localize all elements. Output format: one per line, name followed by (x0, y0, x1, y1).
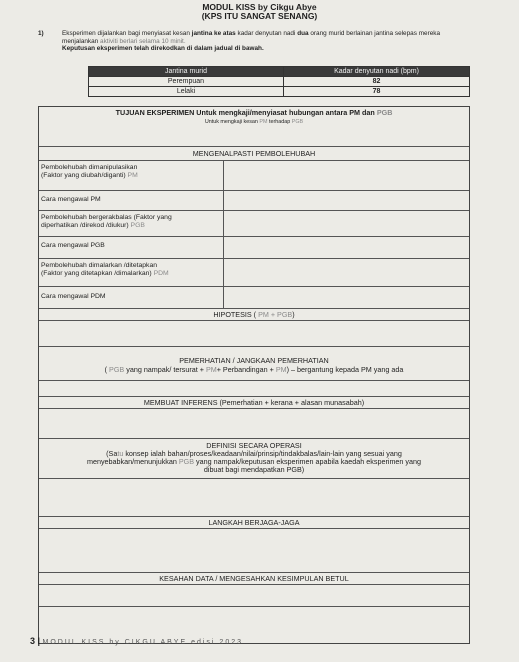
question-text (38, 30, 462, 53)
purpose-subtitle: Untuk mengkaji kesan PM terhadap PGB (204, 119, 304, 125)
table-cell-pulse: 82 (284, 77, 470, 87)
row-control-pm (39, 191, 469, 211)
table-header-pulse: Kadar denyutan nadi (bpm) (284, 67, 470, 77)
manipulated-variable-label: Pembolehubah dimanipulasikan (Faktor yang diubah/diganti) PM (39, 161, 224, 190)
validity-heading: KESAHAN DATA / MENGESAHKAN KESIMPULAN BETUL (159, 574, 349, 583)
question-part-6: aktiviti berlari selama 10 minit. (100, 37, 186, 45)
question-instruction: Keputusan eksperimen telah direkodkan di dalam jadual di bawah. (62, 45, 264, 53)
precautions-answer-space (39, 529, 469, 573)
fixed-variable-label: Pembolehubah dimalarkan /ditetapkan (Faktor yang ditetapkan /dimalarkan) PDM (39, 259, 224, 286)
operational-definition-answer-space (39, 479, 469, 517)
control-pgb-label: Cara mengawal PGB (39, 237, 224, 258)
observation-heading: PEMERHATIAN / JANGKAAN PEMERHATIAN (179, 356, 329, 365)
row-responding-variable (39, 211, 469, 237)
footer-text: MODUL KISS by CIKGU ABYE edisi 2023 (42, 639, 243, 646)
module-subtitle: (KPS ITU SANGAT SENANG) (201, 11, 318, 21)
section-precautions-heading (39, 517, 469, 529)
hypothesis-heading: HIPOTESIS ( PM + PGB) (213, 310, 295, 319)
precautions-heading: LANGKAH BERJAGA-JAGA (208, 518, 300, 527)
section-purpose (39, 107, 469, 147)
table-header-gender: Jantina murid (89, 67, 284, 77)
question-number: 1) (38, 30, 44, 37)
page-footer (30, 636, 243, 646)
control-pm-label: Cara mengawal PM (39, 191, 224, 210)
validity-answer-space (39, 585, 469, 607)
pulse-rate-table (88, 66, 470, 97)
table-cell-gender: Lelaki (89, 87, 284, 97)
question-part-3: kadar denyutan nadi (235, 30, 298, 37)
experiment-sheet (38, 106, 470, 644)
table-row (89, 87, 470, 97)
question-part-5: orang murid berlainan jantina selepas mereka menjalankan (62, 30, 441, 45)
operational-definition-line2: menyebabkan/menunjukkan PGB yang nampak/keputusan eksperimen apabila kaedah eksperimen yang (86, 457, 422, 466)
table-cell-gender: Perempuan (89, 77, 284, 87)
question-part-4: dua (297, 30, 309, 37)
table-cell-pulse: 78 (284, 87, 470, 97)
row-fixed-variable (39, 259, 469, 287)
table-row (89, 77, 470, 87)
section-observation-heading (39, 347, 469, 381)
row-manipulated-variable (39, 161, 469, 191)
identify-variables-heading: MENGENALPASTI PEMBOLEHUBAH (192, 149, 316, 158)
operational-definition-heading: DEFINISI SECARA OPERASI (206, 441, 302, 450)
observation-answer-space (39, 381, 469, 397)
observation-instruction: ( PGB yang nampak/ tersurat + PM+ Perbandingan + PM) – bergantung kepada PM yang ada (104, 365, 404, 374)
inference-answer-space (39, 409, 469, 439)
section-hypothesis-heading (39, 309, 469, 321)
responding-variable-label: Pembolehubah bergerakbalas (Faktor yang diperhatikan /direkod /diukur) PGB (39, 211, 224, 236)
module-title: MODUL KISS by Cikgu Abye (202, 2, 317, 12)
inference-heading: MEMBUAT INFERENS (Pemerhatian + kerana + alasan munasabah) (143, 398, 365, 407)
hypothesis-answer-space (39, 321, 469, 347)
section-inference-heading (39, 397, 469, 409)
section-operational-definition (39, 439, 469, 479)
page-number: 3 | (30, 636, 43, 646)
row-control-pgb (39, 237, 469, 259)
row-control-pdm (39, 287, 469, 309)
question-part-1: Eksperimen dijalankan bagi menyiasat kesan (62, 30, 192, 37)
operational-definition-line1: (Satu konsep ialah bahan/proses/keadaan/nilai/prinsip/tindakbalas/lain-lain yang sesuai yang (106, 449, 402, 458)
section-validity-heading (39, 573, 469, 585)
section-identify-variables (39, 147, 469, 161)
control-pdm-label: Cara mengawal PDM (39, 287, 224, 308)
question-part-2: jantina ke atas (191, 30, 236, 37)
operational-definition-line3: dibuat bagi mendapatkan PGB) (203, 465, 305, 474)
purpose-title: TUJUAN EKSPERIMEN Untuk mengkaji/menyiasat hubungan antara PM dan PGB (115, 108, 393, 117)
